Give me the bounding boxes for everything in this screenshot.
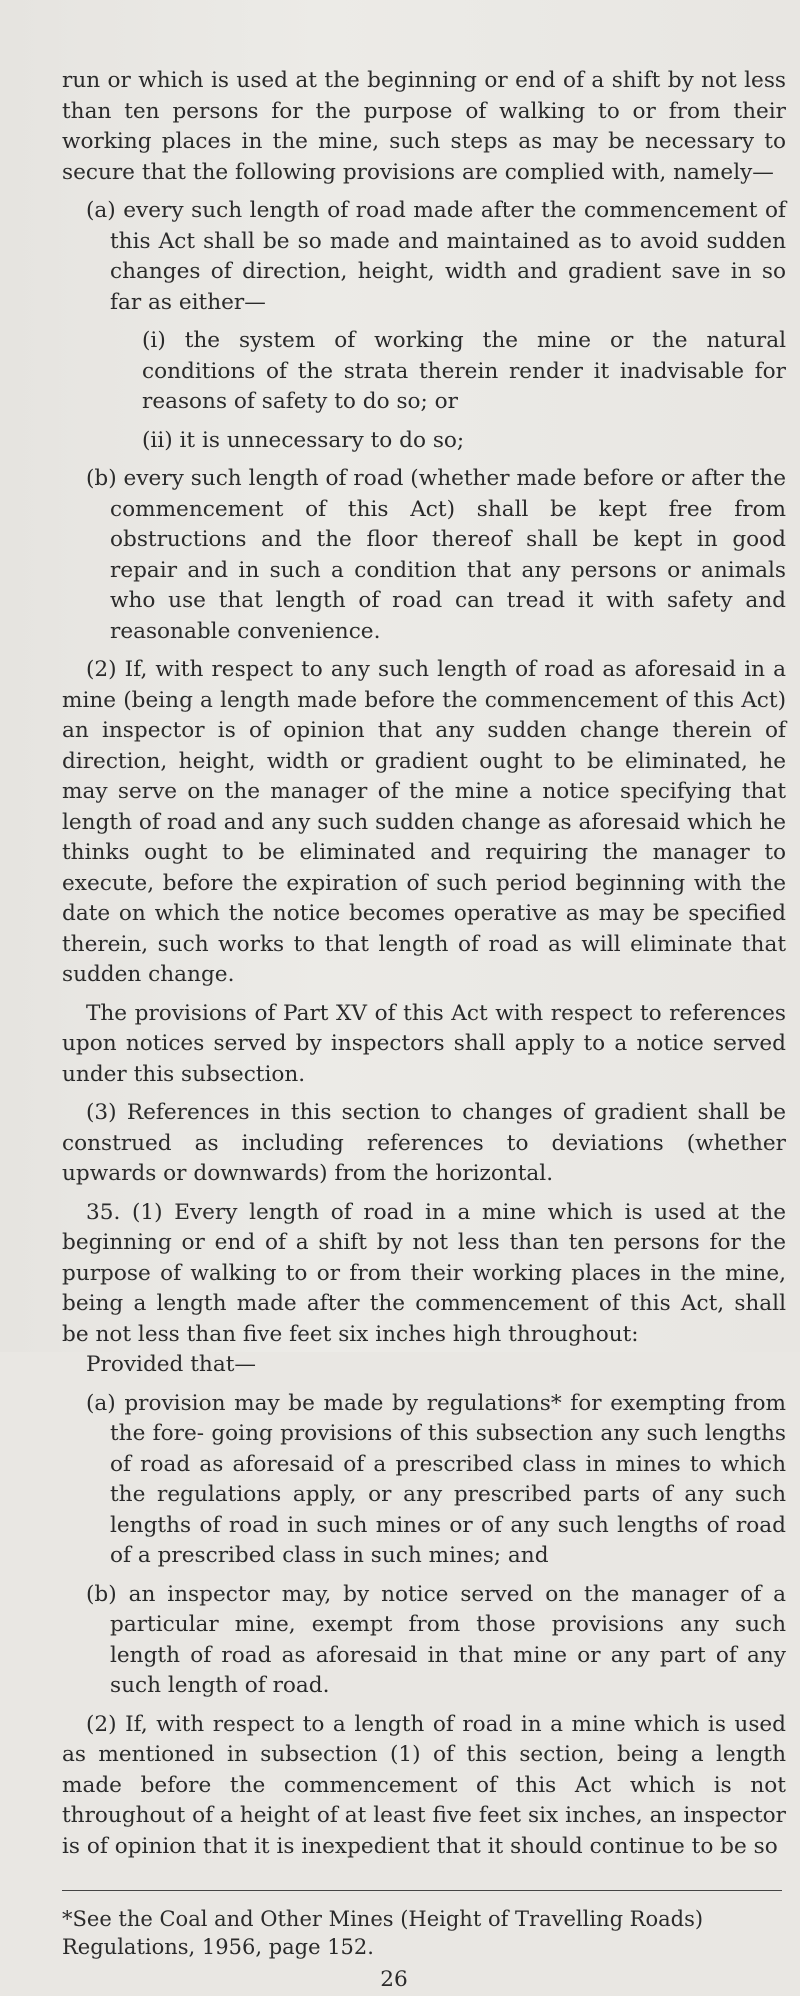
paragraph-provided-that: Provided that— (86, 1352, 256, 1377)
footnote: *See the Coal and Other Mines (Height of Travelling Roads) Regulations, 1956, page 152. (62, 1907, 704, 1959)
page-number: 26 (380, 1967, 408, 1992)
paragraph-section-35-2: (2) If, with respect to a length of road in a mine which is used as mentioned in subsection (1) of this section, being a length made before the commencement of this Act which is not throughout of a height of at least five feet six inches, an inspector is of opinion that it is inexpedient that it should continue to be so (62, 1711, 786, 1859)
paragraph-b-inspector-exempt: (b) an inspector may, by notice served on the manager of a particular mine, exempt from those provisions any such length of road as aforesaid in that mine or any part of any such length of road. (86, 1581, 786, 1698)
paragraph-a-road-changes: (a) every such length of road made after the commencement of this Act shall be so made and maintained as to avoid sudden changes of direction, height, width and gradient save in so far as either— (86, 198, 786, 315)
paragraph-part-xv-provisions: The provisions of Part XV of this Act with respect to references upon notices served by inspectors shall apply to a notice served under this subsection. (62, 1000, 786, 1087)
paragraph-intro: run or which is used at the beginning or end of a shift by not less than ten persons for the purpose of walking to or from their working places in the mine, such steps as may be necessary to secure that the following provisions are complied with, namely— (62, 68, 786, 185)
paragraph-a-regulations: (a) provision may be made by regulations* for exempting from the fore- going provisions of this subsection any such lengths of road as aforesaid of a prescribed class in mines to which the regulations apply, or any prescribed parts of any such lengths of road in such mines or of any such lengths of road of a prescribed class in such mines; and (86, 1390, 786, 1568)
paragraph-b-obstructions: (b) every such length of road (whether made before or after the commencement of this Act) shall be kept free from obstructions and the floor thereof shall be kept in good repair and in such a condition that any persons or animals who use that length of road can tread it with safety and reasonable convenience. (86, 466, 786, 644)
footnote-divider (62, 1890, 782, 1891)
paragraph-subsection-3: (3) References in this section to changes of gradient shall be construed as including references to deviations (whether upwards or downwards) from the horizontal. (62, 1100, 786, 1186)
paragraph-subsection-2: (2) If, with respect to any such length of road as aforesaid in a mine (being a length made before the commencement of this Act) an inspector is of opinion that any sudden change therein of direction, height, width or gradient ought to be eliminated, he may serve on the manager of the mine a notice specifying that length of road and any such sudden change as aforesaid which he thinks ought to be eliminated and requiring the manager to execute, before the expiration of such period beginning with the date on which the notice becomes operative as may be specified therein, such works to that length of road as will eliminate that sudden change. (62, 657, 786, 987)
paragraph-ii-unnecessary: (ii) it is unnecessary to do so; (142, 427, 465, 453)
paragraph-section-35-1: 35. (1) Every length of road in a mine which is used at the beginning or end of a shift by not less than ten persons for the purpose of walking to or from their working places in the mine, being a length made after the commencement of this Act, shall be not less than five feet six inches high throughout: (62, 1199, 786, 1347)
paragraph-i-system-of-working: (i) the system of working the mine or the natural conditions of the strata therein render it inadvisable for reasons of safety to do so; or (142, 328, 786, 414)
